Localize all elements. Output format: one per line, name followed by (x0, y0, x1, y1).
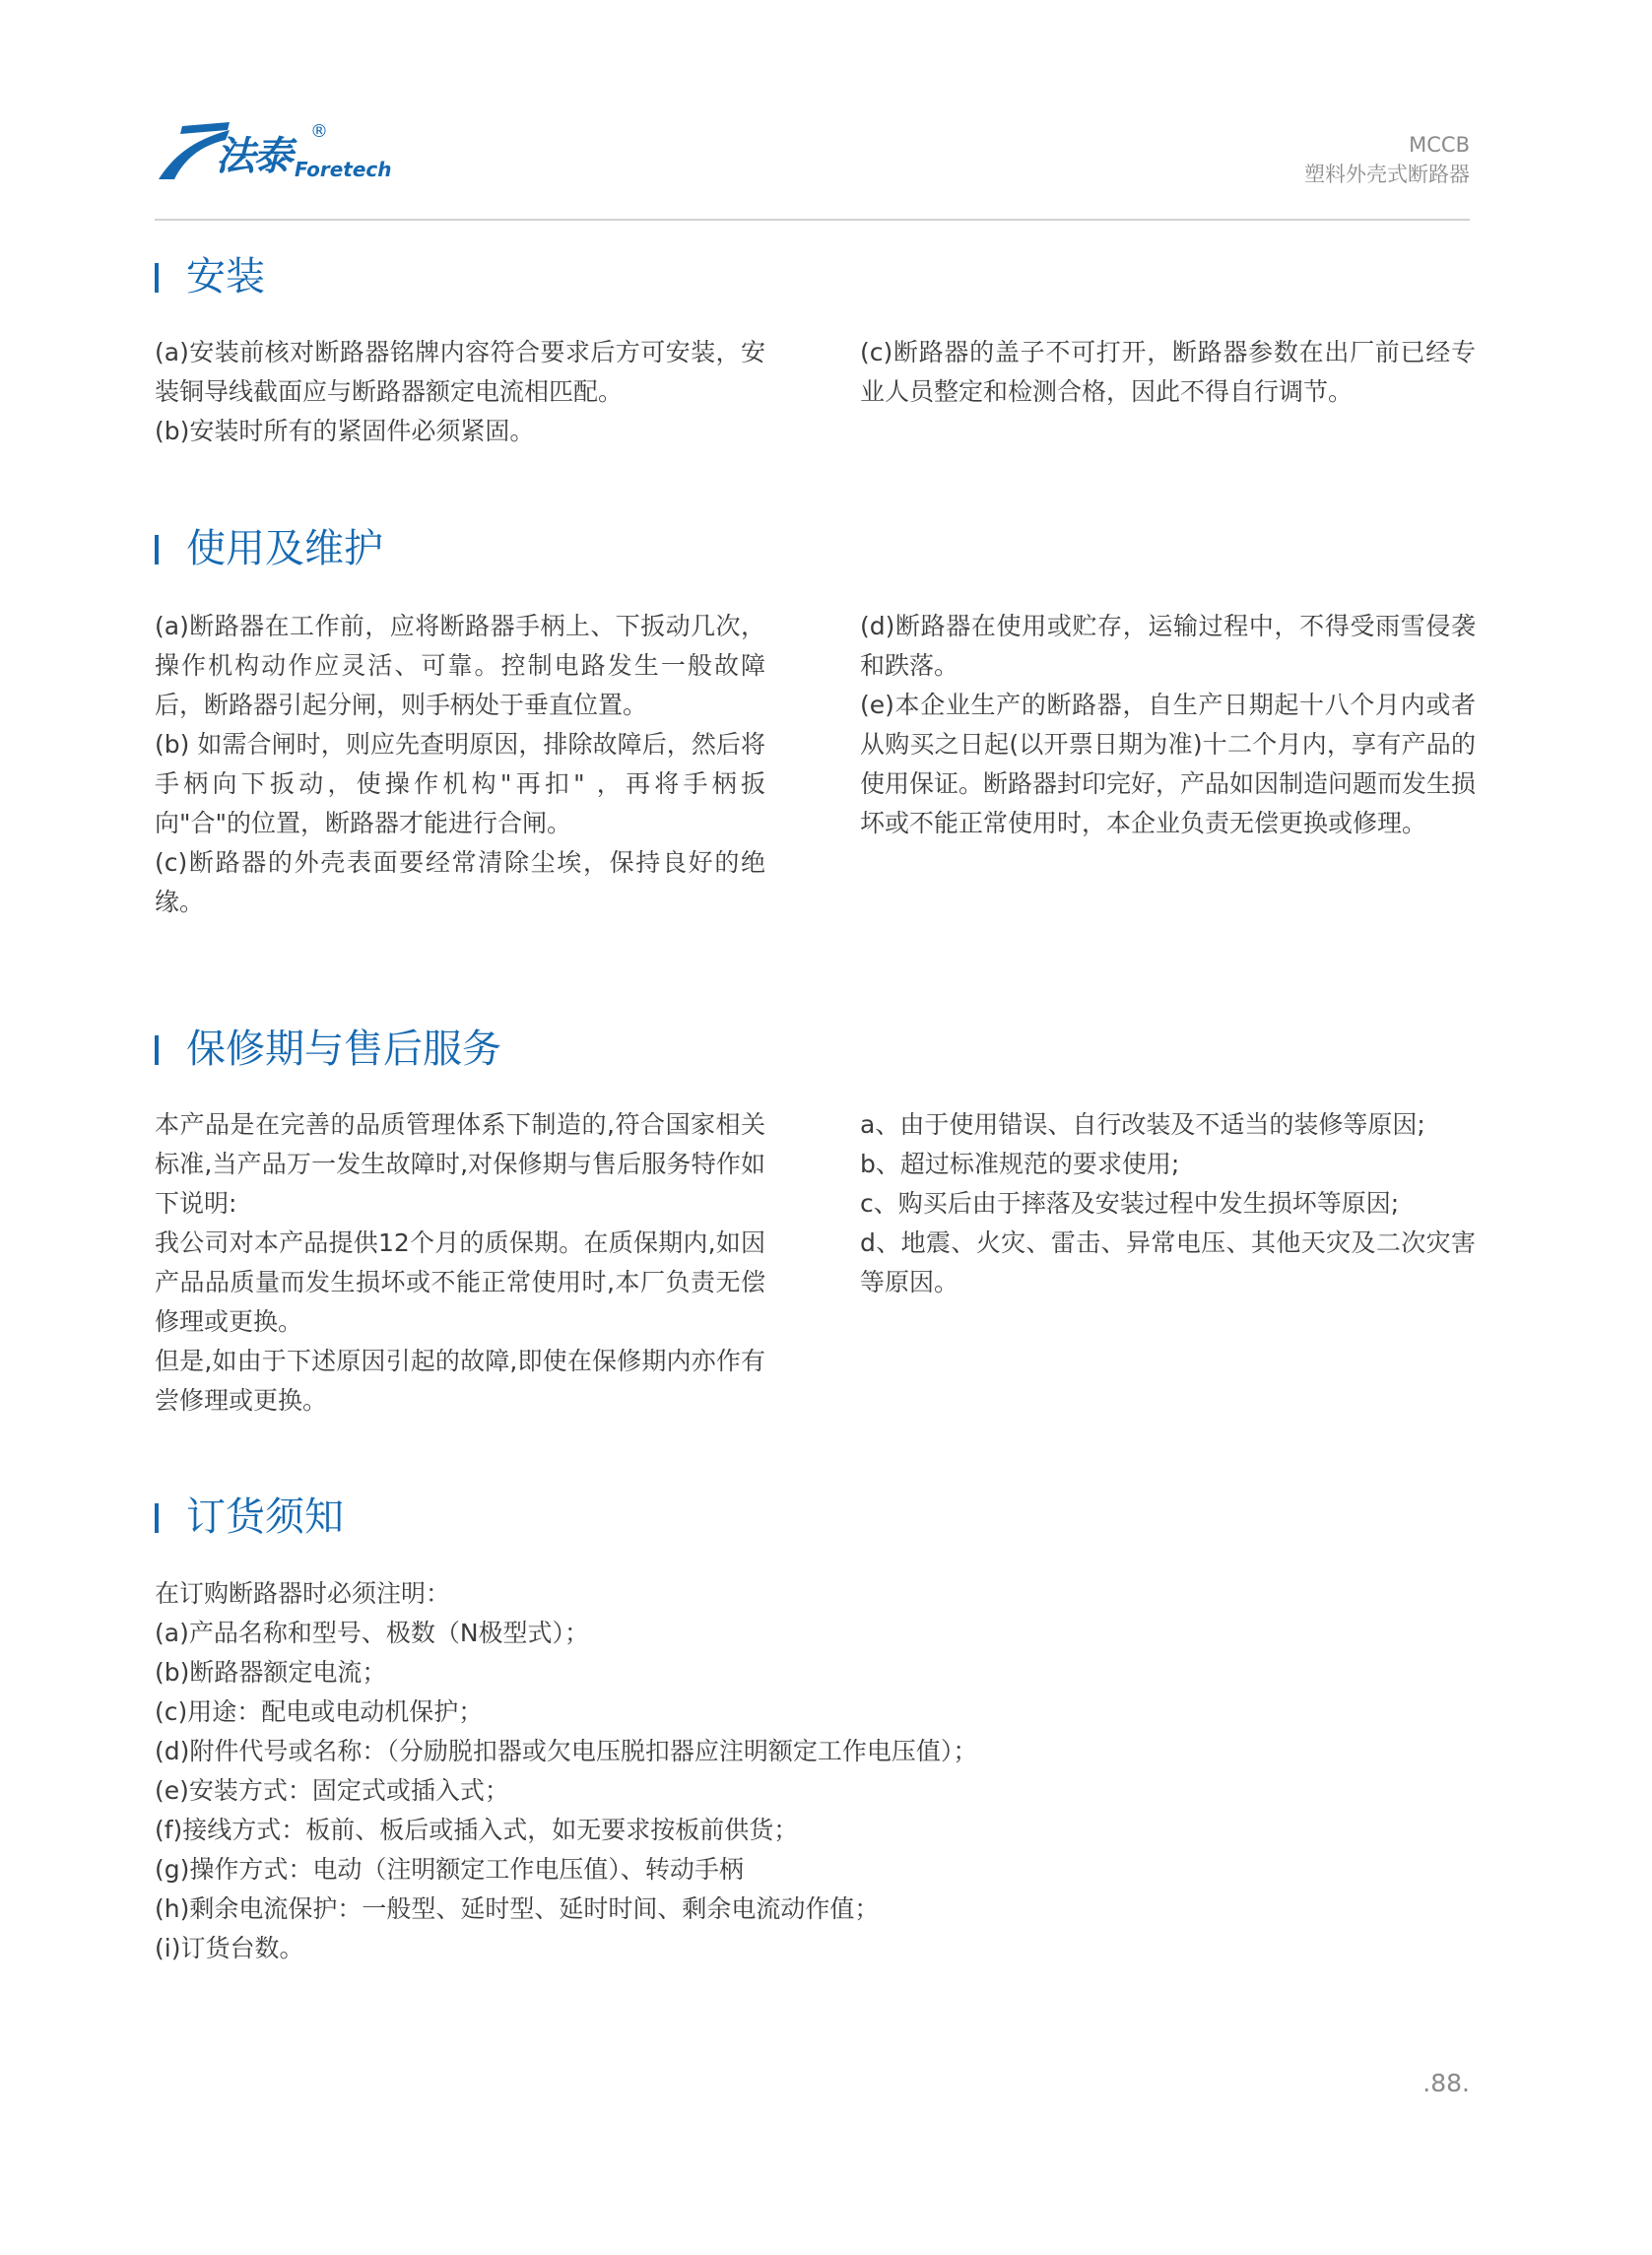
page-number: .88. (1422, 2069, 1470, 2097)
paragraph: (d)断路器在使用或贮存，运输过程中，不得受雨雪侵袭和跌落。 (860, 612, 1476, 680)
list-item: (d)附件代号或名称：（分励脱扣器或欠电压脱扣器应注明额定工作电压值）； (155, 1737, 978, 1765)
section-marker (155, 535, 159, 564)
paragraph: (b)安装时所有的紧固件必须紧固。 (155, 417, 535, 445)
paragraph: (c)断路器的盖子不可打开，断路器参数在出厂前已经专业人员整定和检测合格，因此不得自行调节。 (860, 338, 1476, 406)
warranty-right-text (860, 1105, 1476, 1302)
list-item: (f)接线方式：板前、板后或插入式，如无要求按板前供货； (155, 1816, 799, 1844)
paragraph: (c)断路器的外壳表面要经常清除尘埃，保持良好的绝缘。 (155, 848, 765, 916)
foretech-logo (153, 118, 392, 187)
header-product-info (1304, 130, 1470, 189)
logo-brand-en: Foretech (295, 158, 392, 181)
page-header (0, 0, 1652, 227)
list-item: (h)剩余电流保护：一般型、延时型、延时时间、剩余电流动作值； (155, 1894, 880, 1923)
section-title-install (155, 252, 265, 301)
product-code: MCCB (1409, 133, 1470, 157)
section-marker (155, 263, 159, 293)
paragraph: 但是,如由于下述原因引起的故障,即使在保修期内亦作有尝修理或更换。 (155, 1347, 765, 1415)
warranty-left-text (155, 1105, 765, 1421)
list-item: c、购买后由于摔落及安装过程中发生损坏等原因; (860, 1189, 1400, 1218)
list-item: (e)安装方式：固定式或插入式； (155, 1776, 509, 1805)
section-title-ordering (155, 1492, 344, 1542)
paragraph: (b) 如需合闸时，则应先查明原因，排除故障后，然后将手柄向下扳动，使操作机构"再扣" ，再将手柄扳向"合"的位置，断路器才能进行合闸。 (155, 730, 765, 837)
list-item: (a)产品名称和型号、极数（N极型式）； (155, 1619, 590, 1647)
section-title-text: 保修期与售后服务 (186, 1027, 501, 1072)
product-name: 塑料外壳式断路器 (1304, 163, 1470, 186)
section-title-text: 安装 (186, 254, 265, 299)
list-item: (b)断路器额定电流； (155, 1658, 387, 1687)
section-marker (155, 1035, 159, 1065)
paragraph: (e)本企业生产的断路器，自生产日期起十八个月内或者从购买之日起(以开票日期为准)十二个月内，享有产品的使用保证。断路器封印完好，产品如因制造问题而发生损坏或不能正常使用时，本企业负责无偿更换或修理。 (860, 691, 1477, 837)
install-right-text (860, 333, 1476, 412)
install-left-text (155, 333, 765, 451)
section-marker (155, 1503, 159, 1533)
logo-brand-cn: 法泰 (216, 134, 291, 179)
paragraph: 本产品是在完善的品质管理体系下制造的,符合国家相关标准,当产品万一发生故障时,对保修期与售后服务特作如下说明: (155, 1110, 765, 1218)
paragraph: (a)断路器在工作前，应将断路器手柄上、下扳动几次，操作机构动作应灵活、可靠。控制电路发生一般故障后，断路器引起分闸，则手柄处于垂直位置。 (155, 612, 765, 719)
list-item: d、地震、火灾、雷击、异常电压、其他天灾及二次灾害等原因。 (860, 1228, 1476, 1296)
list-item: b、超过标准规范的要求使用; (860, 1150, 1180, 1178)
list-item: 在订购断路器时必须注明： (155, 1579, 451, 1608)
header-divider (155, 219, 1470, 221)
section-title-warranty (155, 1025, 501, 1074)
usage-right-text (860, 607, 1476, 843)
list-item: (c)用途：配电或电动机保护； (155, 1697, 484, 1726)
list-item: a、由于使用错误、自行改装及不适当的装修等原因; (860, 1110, 1425, 1139)
section-title-text: 订货须知 (186, 1494, 344, 1540)
usage-left-text (155, 607, 765, 922)
list-item: (i)订货台数。 (155, 1934, 304, 1962)
logo-registered-mark: ® (310, 121, 328, 142)
ordering-text (155, 1574, 1470, 1968)
section-title-text: 使用及维护 (186, 526, 383, 571)
list-item: (g)操作方式：电动（注明额定工作电压值）、转动手柄 (155, 1855, 744, 1884)
paragraph: 我公司对本产品提供12个月的质保期。在质保期内,如因产品品质量而发生损坏或不能正常使用时,本厂负责无偿修理或更换。 (155, 1228, 765, 1336)
paragraph: (a)安装前核对断路器铭牌内容符合要求后方可安装，安装铜导线截面应与断路器额定电流相匹配。 (155, 338, 765, 406)
section-title-usage (155, 524, 383, 573)
